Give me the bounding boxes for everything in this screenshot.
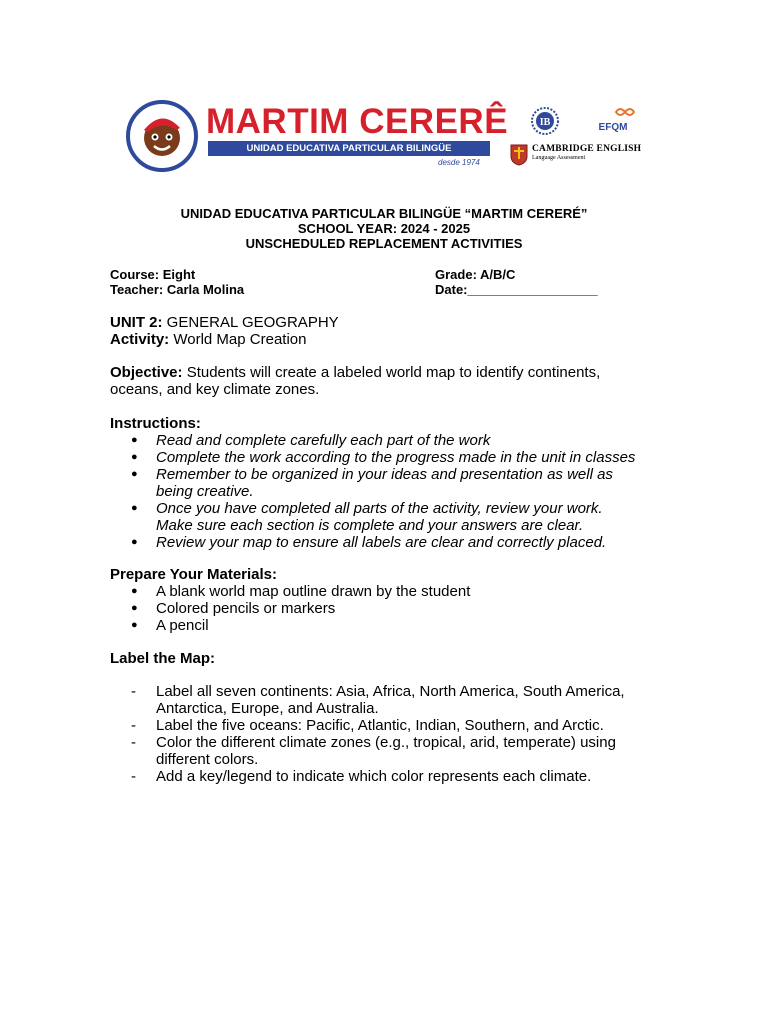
date-field: Date:__________________ [435, 282, 598, 297]
ib-logo-icon [528, 106, 562, 136]
instruction-item-line: Read and complete carefully each part of the work [156, 432, 491, 449]
cambridge-shield-icon [510, 144, 528, 166]
brand-since: desde 1974 [438, 158, 480, 167]
bullet-marker: ● [131, 602, 138, 614]
material-item-line: Colored pencils or markers [156, 600, 336, 617]
label-map-item-text [156, 683, 676, 717]
ib-logo-text: IB [539, 117, 551, 128]
activity-label: Activity: [110, 331, 170, 348]
bullet-marker: ● [131, 434, 138, 446]
label-map-item-line: Color the different climate zones (e.g., tropical, arid, temperate) using [156, 734, 616, 751]
label-map-heading: Label the Map: [110, 650, 216, 667]
label-map-item-line: Add a key/legend to indicate which color represents each climate. [156, 768, 592, 785]
brand-subtitle-band: UNIDAD EDUCATIVA PARTICULAR BILINGÜE [208, 141, 490, 156]
course-info: Course: Eight [110, 267, 196, 282]
bullet-marker: ● [131, 536, 138, 548]
instruction-item-text [156, 432, 676, 449]
material-item-line: A pencil [156, 617, 209, 634]
unit-line [110, 314, 339, 331]
bullet-marker: ● [131, 468, 138, 480]
mascot-logo-icon [126, 100, 198, 172]
instructions-heading: Instructions: [110, 415, 201, 432]
dash-marker: - [131, 734, 136, 751]
instruction-item-text [156, 466, 676, 500]
dash-marker: - [131, 683, 136, 700]
activity-type-title: UNSCHEDULED REPLACEMENT ACTIVITIES [245, 236, 523, 251]
material-item-text [156, 617, 676, 634]
materials-heading: Prepare Your Materials: [110, 566, 278, 583]
label-map-item-text [156, 768, 676, 785]
instruction-item-text [156, 500, 676, 534]
cambridge-english-logo [510, 143, 646, 167]
label-map-item-text [156, 717, 676, 734]
material-item-text [156, 600, 676, 617]
material-item-line: A blank world map outline drawn by the student [156, 583, 471, 600]
objective-line1 [110, 364, 600, 381]
brand-name: MARTIM CERERÊ [206, 102, 509, 141]
efqm-text: EFQM [598, 122, 628, 133]
bullet-marker: ● [131, 451, 138, 463]
label-map-item-text [156, 734, 676, 768]
dash-marker: - [131, 768, 136, 785]
teacher-info: Teacher: Carla Molina [110, 282, 245, 297]
bullet-marker: ● [131, 502, 138, 514]
objective-label: Objective: [110, 364, 183, 381]
activity-value: World Map Creation [169, 331, 307, 348]
instruction-item-line: Remember to be organized in your ideas and presentation as well as [156, 466, 613, 483]
instruction-item-line: Complete the work according to the progress made in the unit in classes [156, 449, 636, 466]
instruction-item-text [156, 449, 676, 466]
label-map-item-line: Label all seven continents: Asia, Africa, North America, South America, [156, 683, 625, 700]
school-logo [126, 100, 509, 172]
dash-marker: - [131, 717, 136, 734]
efqm-logo [588, 104, 638, 136]
label-map-item-line: Antarctica, Europe, and Australia. [156, 700, 379, 717]
school-year-title: SCHOOL YEAR: 2024 - 2025 [297, 221, 471, 236]
label-map-item-line: different colors. [156, 751, 259, 768]
instruction-item-line: being creative. [156, 483, 254, 500]
cambridge-line1: CAMBRIDGE ENGLISH [532, 144, 642, 154]
unit-value: GENERAL GEOGRAPHY [162, 314, 339, 331]
instruction-item-line: Make sure each section is complete and your answers are clear. [156, 517, 584, 534]
label-map-item-line: Label the five oceans: Pacific, Atlantic, Indian, Southern, and Arctic. [156, 717, 604, 734]
grade-info: Grade: A/B/C [435, 267, 516, 282]
instruction-item-line: Once you have completed all parts of the activity, review your work. [156, 500, 603, 517]
efqm-symbol-icon [614, 104, 636, 120]
instruction-item-text [156, 534, 676, 551]
school-title: UNIDAD EDUCATIVA PARTICULAR BILINGÜE “MARTIM CERERÉ” [180, 206, 588, 221]
bullet-marker: ● [131, 585, 138, 597]
instruction-item-line: Review your map to ensure all labels are clear and correctly placed. [156, 534, 607, 551]
unit-label: UNIT 2: [110, 314, 163, 331]
objective-text-1: Students will create a labeled world map to identify continents, [182, 364, 601, 381]
bullet-marker: ● [131, 619, 138, 631]
cambridge-line2: Language Assessment [532, 155, 586, 161]
activity-line [110, 331, 306, 348]
objective-text-2: oceans, and key climate zones. [110, 381, 320, 398]
material-item-text [156, 583, 676, 600]
